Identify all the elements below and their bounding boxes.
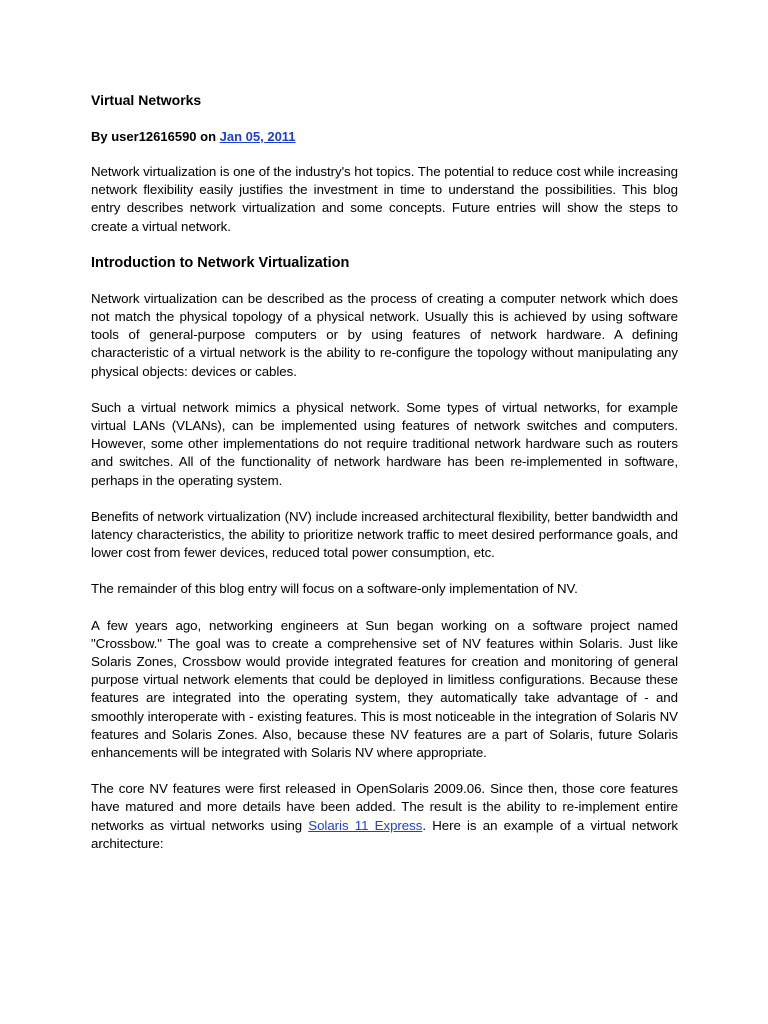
core-features-text: The core NV features were first released in OpenSolaris 2009.06. Since then, those core features have matured and more details have been added. The result is the ability to re-implement entire networks as virtual networks using (91, 781, 678, 833)
paragraph-core-features (91, 780, 678, 853)
intro-paragraph: Network virtualization is one of the industry's hot topics. The potential to reduce cost while increasing network flexibility easily justifies the investment in time to understand the possibilities. This blog entry describes network virtualization and some concepts. Future entries will show the steps to create a virtual network. (91, 164, 678, 234)
document-title: Virtual Networks (91, 92, 202, 108)
paragraph-crossbow: A few years ago, networking engineers at Sun began working on a software project named "Crossbow." The goal was to create a comprehensive set of NV features within Solaris. Just like Solaris Zones, Crossbow would provide integrated features for creation and monitoring of general purpose virtual network elements that could be deployed in limitless configurations. Because these features are integrated into the operating system, they automatically take advantage of - and smoothly interoperate with - existing features. This is most noticeable in the integration of Solaris NV features and Solaris Zones. Also, because these NV features are a part of Solaris, future Solaris enhancements will be integrated with Solaris NV where appropriate. (91, 617, 678, 761)
section-heading: Introduction to Network Virtualization (91, 254, 350, 271)
paragraph-mimics: Such a virtual network mimics a physical network. Some types of virtual networks, for example virtual LANs (VLANs), can be implemented using features of network switches and computers. However, some other implementations do not require traditional network hardware such as routers and switches. All of the functionality of network hardware has been re-implemented in software, perhaps in the operating system. (91, 399, 678, 488)
date-link[interactable]: Jan 05, 2011 (219, 129, 296, 144)
paragraph-definition: Network virtualization can be described as the process of creating a computer network which does not match the physical topology of a physical network. Usually this is achieved by using software tools of general-purpose computers or by using features of network hardware. A defining characteristic of a virtual network is the ability to re-configure the topology without manipulating any physical objects: devices or cables. (91, 290, 678, 379)
core-features-text-end: . Here is an example of a virtual network architecture: (91, 817, 679, 851)
byline-author: By user12616590 on (91, 129, 220, 144)
byline (91, 128, 678, 145)
paragraph-benefits: Benefits of network virtualization (NV) include increased architectural flexibility, better bandwidth and latency characteristics, the ability to prioritize network traffic to meet desired performance goals, and lower cost from fewer devices, reduced total power consumption, etc. (91, 508, 678, 561)
paragraph-remainder: The remainder of this blog entry will focus on a software-only implementation of NV. (91, 581, 578, 597)
solaris-express-link[interactable]: Solaris 11 Express (308, 817, 423, 833)
